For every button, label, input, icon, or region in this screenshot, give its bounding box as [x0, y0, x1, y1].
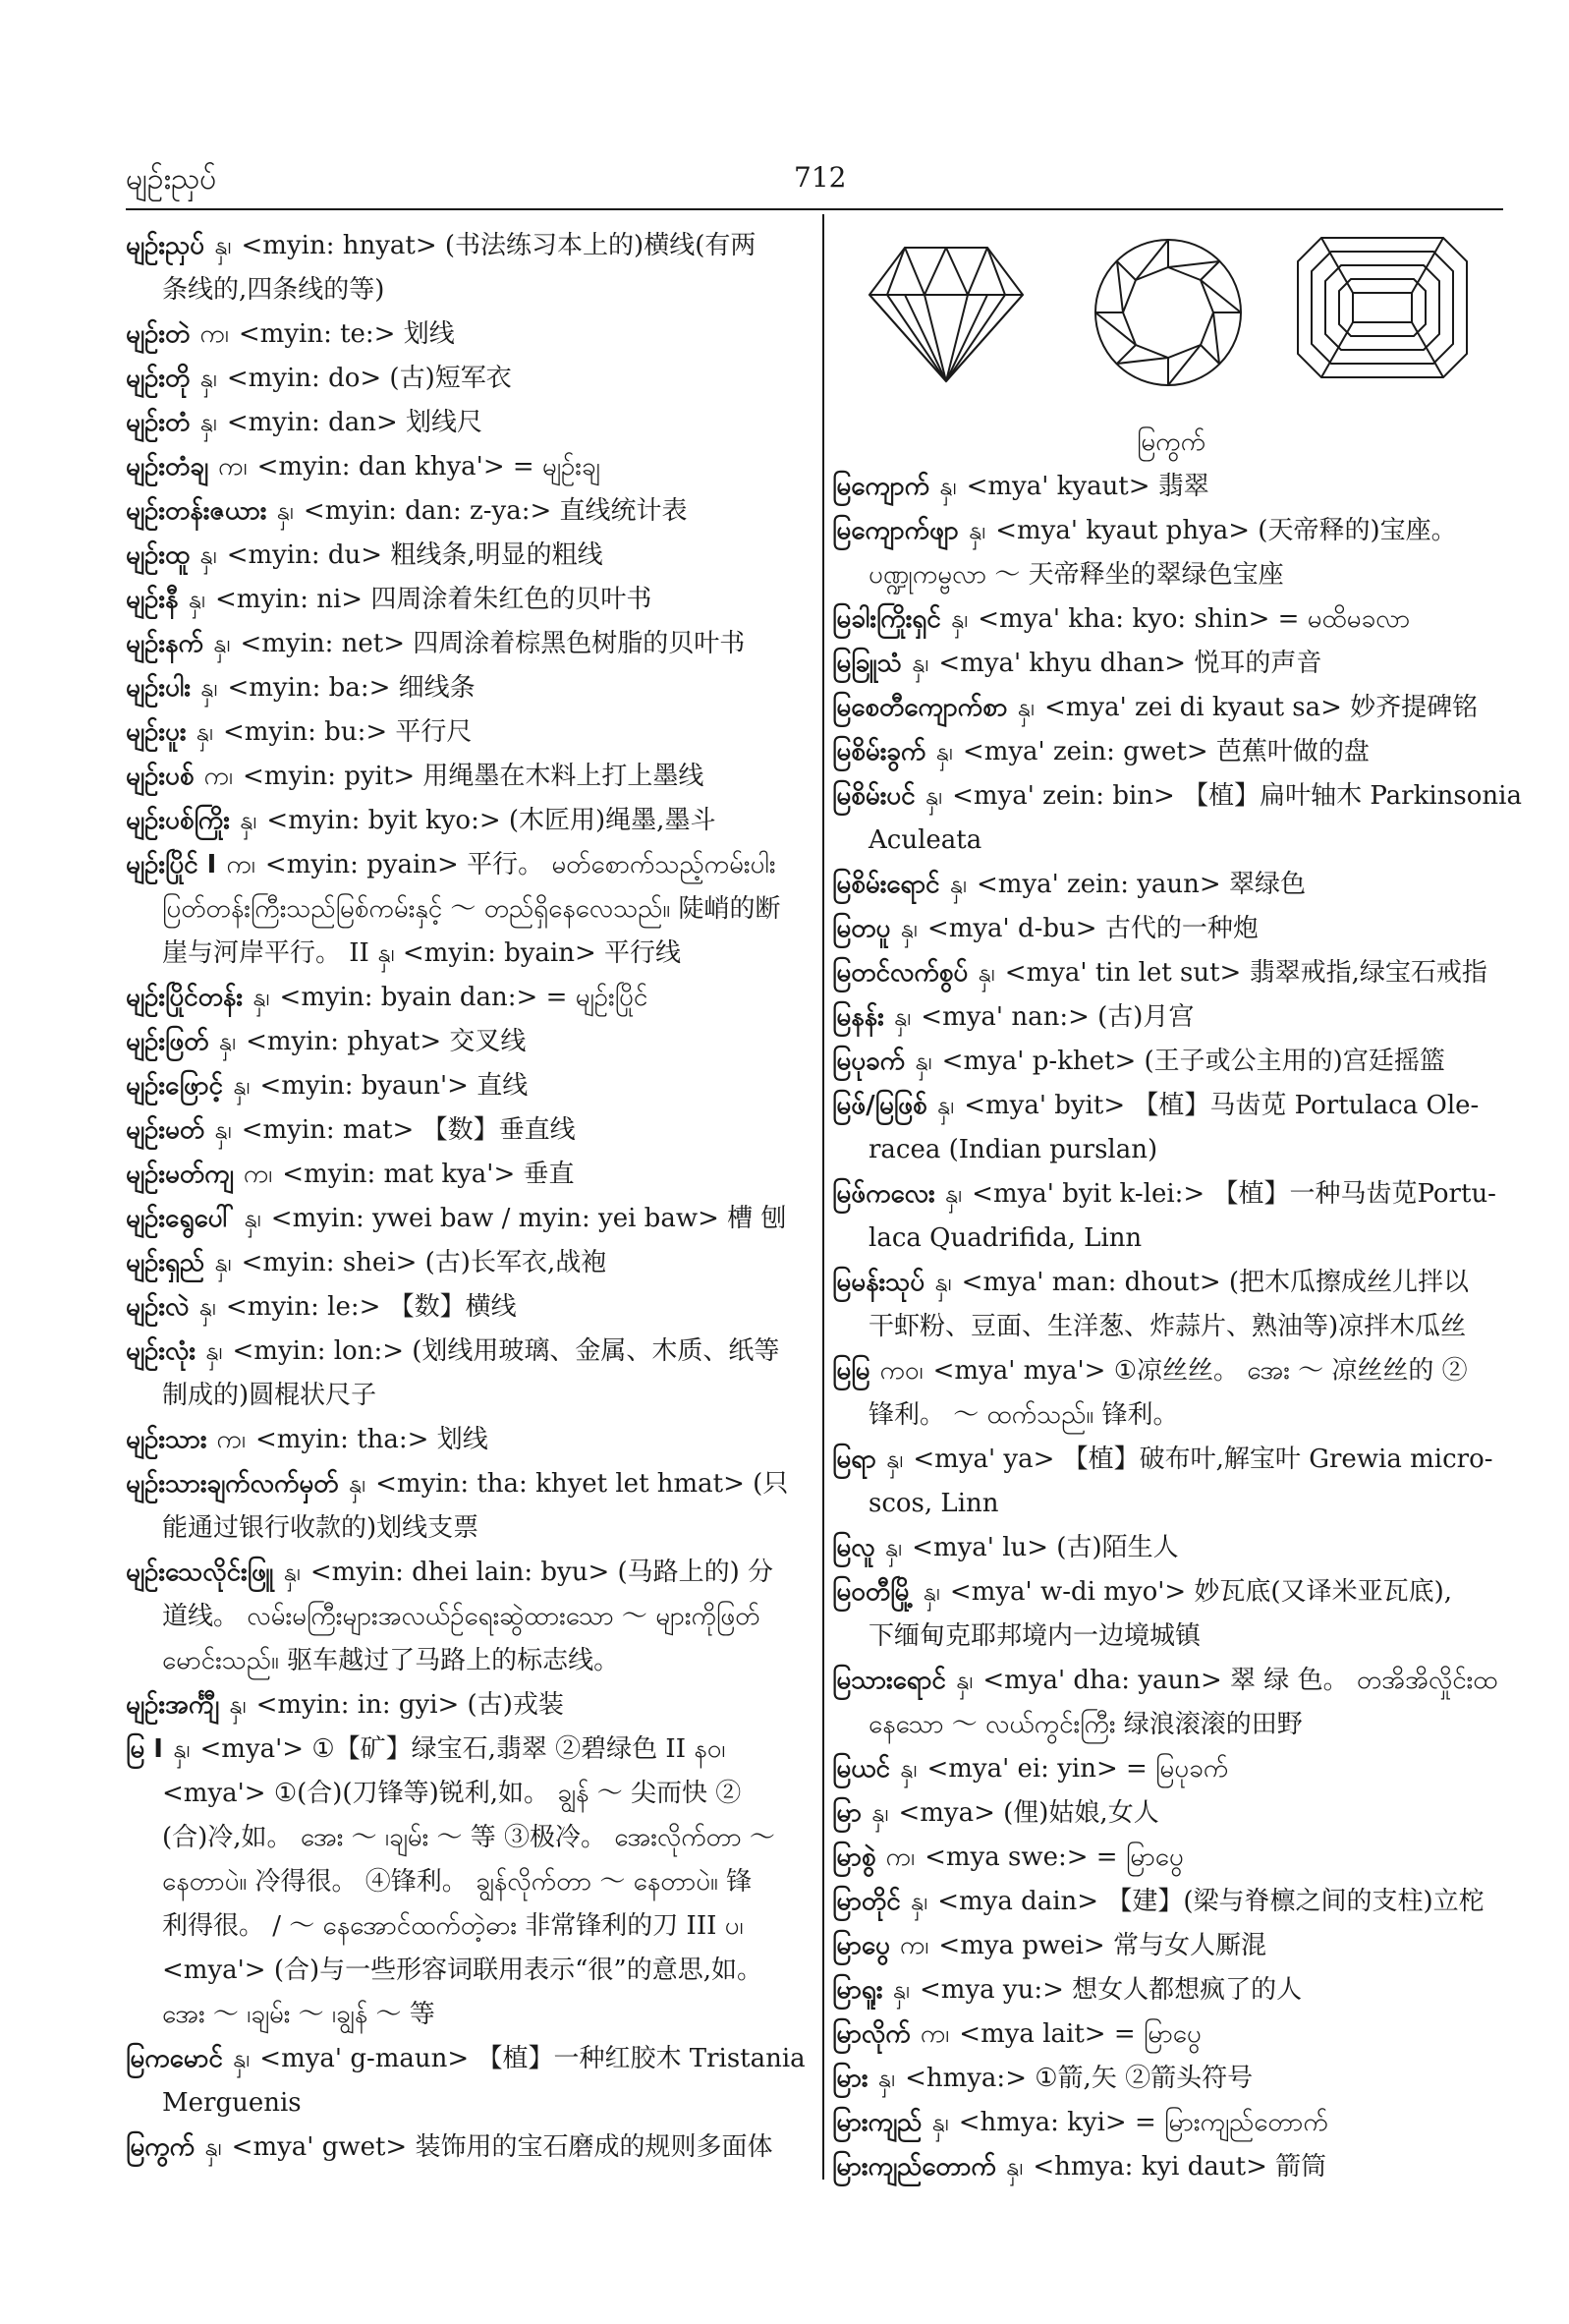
entry-continuation — [126, 268, 806, 312]
entry-headword: မြဖ်/မြဖြစ် — [832, 1091, 927, 1120]
entry-part-of-speech: နှ၊ — [944, 1179, 963, 1209]
entry-part-of-speech: နှ၊ — [199, 364, 217, 393]
entry-definition: <mya' ei: yin> = မြပုခက် — [926, 1754, 1229, 1784]
entry-headword: မျဉ်းပစ်ကြိုး — [126, 806, 230, 835]
entry-headword: မြတင်လက်စွပ် — [832, 958, 969, 988]
entry-continuation-text: နေတာပဲ။ 冷得很。 ④锋利。 ချွန်လိုက်တာ ～ နေတာပဲ။ 锋 — [162, 1867, 753, 1897]
dictionary-entry — [832, 1968, 1510, 2012]
figure-caption: မြကွက် — [1136, 427, 1206, 457]
entry-continuation-text: 利得很。 / ～ နေအောင်ထက်တဲ့ဓား 非常锋利的刀 III ပ၊ — [162, 1911, 744, 1941]
entry-part-of-speech: နှ၊ — [348, 1469, 366, 1499]
dictionary-entry — [126, 1197, 806, 1241]
entry-headword: မြကမောင် — [126, 2044, 223, 2073]
entry-headword: မြကျောက် — [832, 472, 930, 501]
entry-continuation — [832, 819, 1510, 863]
running-head: မျဉ်းညှပ် — [126, 162, 217, 197]
dictionary-entry — [126, 534, 806, 578]
dictionary-entry — [126, 1064, 806, 1108]
entry-definition: <myin: dhei lain: byu> (马路上的) 分 — [309, 1558, 774, 1587]
dictionary-entry — [126, 1462, 806, 1506]
entry-headword: မျဉ်းညှပ် — [126, 231, 204, 260]
entry-headword: မြလူ — [832, 1533, 875, 1562]
dictionary-entry — [832, 1659, 1510, 1703]
entry-part-of-speech: နှ၊ — [968, 516, 986, 545]
entry-continuation-text: laca Quadrifida, Linn — [869, 1223, 1143, 1253]
dictionary-entry — [126, 401, 806, 445]
entry-continuation — [832, 1393, 1510, 1438]
dictionary-entry — [126, 224, 806, 268]
entry-part-of-speech: က၊ — [216, 1425, 246, 1454]
entry-continuation-text: (合)冷,如。 အေး ～ ၊ချမ်း ～ 等 ③极冷。 အေးလိုက်တာ ～ — [162, 1823, 775, 1852]
entry-continuation — [832, 1703, 1510, 1747]
entry-continuation-text: racea (Indian purslan) — [869, 1135, 1158, 1164]
entry-definition: <myin: hnyat> (书法练习本上的)横线(有两 — [241, 231, 756, 260]
entry-headword: မျဉ်းတဲ — [126, 319, 191, 349]
entry-part-of-speech: က၊ — [920, 2019, 950, 2049]
dictionary-entry — [126, 1728, 806, 1772]
dictionary-entry — [832, 1791, 1510, 1836]
dictionary-entry — [832, 774, 1522, 819]
dictionary-entry — [832, 465, 1510, 509]
dictionary-entry — [832, 1084, 1510, 1128]
dictionary-entry — [832, 730, 1510, 774]
entry-definition: <myin: te:> 划线 — [238, 319, 455, 349]
entry-headword: မြာရူး — [832, 1975, 883, 2005]
entry-headword: မြကျောက်ဖျာ — [832, 516, 959, 545]
entry-headword: မျဉ်းနက် — [126, 629, 203, 658]
entry-definition: <myin: mat> 【数】垂直线 — [241, 1115, 576, 1145]
entry-headword: မြာတိုင် — [832, 1887, 901, 1916]
entry-part-of-speech: နှ၊ — [911, 649, 929, 678]
entry-definition: <myin: bu:> 平行尺 — [222, 717, 473, 747]
entry-definition: <mya' kha: kyo: shin> = မထိမခလာ — [978, 604, 1411, 634]
entry-part-of-speech: နှ၊ — [915, 1047, 932, 1076]
dictionary-entry — [832, 1924, 1510, 1968]
entry-definition: <mya' w-di myo'> 妙瓦底(又译米亚瓦底), — [949, 1577, 1452, 1607]
entry-part-of-speech: နှ၊ — [204, 1336, 223, 1366]
entry-headword: မျဉ်းသေလိုင်းဖြူ — [126, 1558, 274, 1587]
entry-continuation-text: scos, Linn — [869, 1489, 999, 1518]
entry-part-of-speech: နှ၊ — [213, 231, 232, 260]
entry-part-of-speech: နှ၊ — [218, 1027, 237, 1056]
entry-continuation-text: <mya'> (合)与一些形容词联用表示“很”的意思,如。 — [162, 1956, 762, 1985]
entry-definition: <mya' zein: gwet> 芭蕉叶做的盘 — [962, 737, 1370, 766]
dictionary-entry — [832, 1438, 1510, 1482]
entry-continuation-text: Aculeata — [869, 825, 982, 855]
dictionary-entry — [126, 1108, 806, 1153]
dictionary-entry — [832, 1172, 1510, 1217]
entry-part-of-speech: က၊ — [199, 319, 229, 349]
entry-headword: မျဉ်းအင်္ကျီ — [126, 1690, 220, 1720]
dictionary-entry — [126, 1285, 806, 1330]
dictionary-entry — [126, 843, 806, 887]
entry-definition: <mya' d-bu> 古代的一种炮 — [926, 914, 1259, 943]
entry-headword: မျဉ်းသားချက်လက်မှတ် — [126, 1469, 339, 1499]
entry-part-of-speech: နှ၊ — [212, 629, 231, 658]
entry-headword: မျဉ်းပြိုင် I — [126, 850, 217, 879]
entry-part-of-speech: နှ၊ — [939, 472, 957, 501]
entry-part-of-speech: ကဝ၊ — [879, 1356, 924, 1386]
entry-continuation-text: 干虾粉、豆面、生洋葱、炸蒜片、熟油等)凉拌木瓜丝 — [869, 1312, 1467, 1341]
dictionary-entry — [832, 509, 1510, 553]
entry-definition: <myin: du> 粗线条,明显的粗线 — [226, 540, 603, 570]
gem-brilliant-side-illustration — [866, 234, 1027, 391]
entry-definition: <mya'> ①【矿】绿宝石,翡翠 ②碧绿色 II နဝ၊ — [199, 1734, 726, 1764]
dictionary-entry — [126, 976, 806, 1020]
entry-part-of-speech: နှ၊ — [214, 1248, 232, 1277]
entry-continuation — [126, 1993, 806, 2037]
entry-continuation-text: 道线。 လမ်းမကြီးများအလယ်ဉ်ရေးဆွဲထားသော ～ များကိုဖြတ် — [162, 1602, 760, 1631]
dictionary-entry — [126, 1241, 806, 1285]
entry-definition: <mya' nan:> (古)月宫 — [921, 1002, 1195, 1032]
entry-continuation-text: 制成的)圆棍状尺子 — [162, 1381, 377, 1410]
entry-definition: <mya' zei di kyaut sa> 妙齐提碑铭 — [1043, 693, 1479, 722]
dictionary-entry — [126, 666, 806, 710]
entry-definition: <mya> (俚)姑娘,女人 — [898, 1798, 1159, 1828]
dictionary-entry — [832, 2145, 1510, 2189]
entry-headword: မျဉ်းပါး — [126, 673, 191, 703]
page-number: 712 — [794, 161, 847, 194]
dictionary-entry — [126, 1683, 806, 1728]
column-divider — [822, 214, 824, 2180]
entry-part-of-speech: နှ၊ — [198, 1292, 216, 1322]
entry-part-of-speech: နှ၊ — [244, 1204, 261, 1233]
entry-continuation-text: 能通过银行收款的)划线支票 — [162, 1513, 479, 1543]
entry-definition: <mya' p-khet> (王子或公主用的)宫廷摇篮 — [941, 1047, 1445, 1076]
entry-continuation — [832, 1305, 1510, 1349]
dictionary-entry — [126, 1418, 806, 1462]
entry-continuation — [832, 1482, 1510, 1526]
entry-definition: <hmya: kyi daut> 箭筒 — [1033, 2152, 1327, 2182]
entry-headword: မျဉ်းတံချ — [126, 452, 209, 482]
entry-headword: မျဉ်းပြိုင်တန်း — [126, 983, 243, 1012]
entry-part-of-speech: နှ၊ — [884, 1533, 903, 1562]
entry-definition: <myin: dan: z-ya:> 直线统计表 — [303, 496, 688, 526]
entry-definition: <myin: byain dan:> = မျဉ်းပြိုင် — [279, 983, 648, 1012]
entry-continuation — [832, 1217, 1510, 1261]
entry-definition: <mya' g-maun> 【植】一种红胶木 Tristania — [259, 2044, 806, 2073]
entry-definition: <mya dain> 【建】(梁与脊檩之间的支柱)立柁 — [937, 1887, 1485, 1916]
entry-headword: မြား — [832, 2064, 869, 2093]
entry-definition: <myin: phyat> 交叉线 — [246, 1027, 527, 1056]
entry-headword: မျဉ်းရှည် — [126, 1248, 205, 1277]
dictionary-entry — [832, 863, 1510, 907]
entry-part-of-speech: နှ၊ — [950, 604, 969, 634]
entry-part-of-speech: က၊ — [243, 1160, 273, 1189]
entry-part-of-speech: နှ၊ — [199, 408, 217, 437]
entry-part-of-speech: နှ၊ — [934, 1268, 952, 1297]
dictionary-entry — [832, 597, 1510, 642]
entry-continuation-text: ပဏ္ဍုကမ္ဗလာ ～ 天帝释坐的翠绿色宝座 — [869, 560, 1284, 590]
entry-continuation-text: 下缅甸克耶邦境内一边境城镇 — [869, 1621, 1202, 1651]
header-rule — [126, 208, 1503, 210]
entry-definition: <mya lait> = မြာပွေ — [959, 2019, 1202, 2049]
entry-part-of-speech: နှ၊ — [935, 737, 953, 766]
dictionary-entry — [126, 1153, 806, 1197]
entry-definition: <myin: ywei baw / myin: yei baw> 槽 刨 — [270, 1204, 787, 1233]
left-column — [126, 224, 806, 2170]
entry-part-of-speech: နှ၊ — [276, 496, 294, 526]
entry-definition: <mya' mya'> ①凉丝丝。 အေး ～ 凉丝丝的 ② — [932, 1356, 1468, 1386]
entry-headword: မျဉ်းမတ်ကျ — [126, 1160, 234, 1189]
entry-part-of-speech: နှ၊ — [232, 2044, 251, 2073]
gem-cut-figure — [832, 224, 1510, 421]
entry-part-of-speech: နှ၊ — [199, 540, 217, 570]
entry-part-of-speech: က၊ — [218, 452, 248, 482]
entry-headword: မျဉ်းပူး — [126, 717, 187, 747]
entry-headword: မျဉ်းသား — [126, 1425, 207, 1454]
entry-headword: မြပုခက် — [832, 1047, 906, 1076]
dictionary-entry — [832, 1836, 1510, 1880]
dictionary-entry — [126, 710, 806, 755]
dictionary-entry — [832, 1880, 1510, 1924]
entry-headword: မြစိမ်းရောင် — [832, 870, 940, 899]
entry-definition: <mya yu:> 想女人都想疯了的人 — [920, 1975, 1303, 2005]
entry-continuation-text: 条线的,四条线的等) — [162, 275, 385, 305]
entry-continuation — [126, 2081, 806, 2126]
entry-definition: <mya pwei> 常与女人厮混 — [938, 1931, 1266, 1960]
entry-headword: မျဉ်းဖြတ် — [126, 1027, 209, 1056]
dictionary-entry — [126, 357, 806, 401]
entry-part-of-speech: နှ၊ — [204, 2132, 222, 2162]
entry-definition: <mya swe:> = မြာပွေ — [925, 1842, 1184, 1872]
entry-headword: မြခြူသံ — [832, 649, 902, 678]
entry-part-of-speech: နှ၊ — [188, 585, 205, 614]
entry-headword: မျဉ်းရွေပေါ် — [126, 1204, 235, 1233]
dictionary-entry — [126, 622, 806, 666]
entry-definition: <myin: pyit> 用绳墨在木料上打上墨线 — [243, 762, 704, 791]
entry-headword: မျဉ်းလဲ — [126, 1292, 190, 1322]
entry-continuation — [126, 1506, 806, 1551]
entry-continuation — [832, 553, 1510, 597]
gem-emerald-cut-illustration — [1294, 234, 1471, 381]
dictionary-entry — [126, 1020, 806, 1064]
entry-definition: <myin: do> (古)短军衣 — [226, 364, 512, 393]
entry-definition: <mya' tin let sut> 翡翠戒指,绿宝石戒指 — [1004, 958, 1487, 988]
dictionary-entry — [832, 1261, 1510, 1305]
dictionary-entry — [832, 2101, 1510, 2145]
entry-part-of-speech: နှ၊ — [949, 870, 968, 899]
entry-part-of-speech: နှ၊ — [910, 1887, 928, 1916]
entry-headword: မြစိမ်းပင် — [832, 781, 916, 811]
entry-part-of-speech: နှ၊ — [196, 717, 213, 747]
entry-headword: မြဖ်ကလေး — [832, 1179, 935, 1209]
entry-definition: <mya' dha: yaun> 翠 绿 色。 တအိအိလှိုင်းထ — [982, 1666, 1498, 1695]
entry-continuation — [832, 1615, 1510, 1659]
entry-part-of-speech: က၊ — [899, 1931, 929, 1960]
entry-definition: <mya' ya> 【植】破布叶,解宝叶 Grewia micro- — [913, 1445, 1493, 1474]
entry-headword: မျဉ်းတို — [126, 364, 191, 393]
dictionary-entry — [832, 907, 1510, 951]
dictionary-entry — [832, 1747, 1510, 1791]
entry-continuation — [126, 1904, 806, 1949]
entry-part-of-speech: နှ၊ — [1005, 2152, 1024, 2182]
entry-headword: မျဉ်းတန်းဇယား — [126, 496, 267, 526]
entry-continuation-text: 崖与河岸平行。 II နှ၊ <myin: byain> 平行线 — [162, 938, 682, 968]
entry-part-of-speech: နှ၊ — [877, 2064, 896, 2093]
entry-part-of-speech: နှ၊ — [870, 1798, 889, 1828]
entry-headword: မြဝတီမြို့ — [832, 1577, 914, 1607]
entry-continuation — [126, 932, 806, 976]
entry-headword: မြသားရောင် — [832, 1666, 946, 1695]
entry-definition: <myin: mat kya'> 垂直 — [282, 1160, 575, 1189]
dictionary-entry — [126, 578, 806, 622]
entry-definition: <myin: pyain> 平行。 မတ်စောက်သည့်ကမ်းပါး — [264, 850, 776, 879]
entry-part-of-speech: က၊ — [203, 762, 234, 791]
entry-definition: <myin: le:> 【数】横线 — [225, 1292, 517, 1322]
entry-headword: မျဉ်းနီ — [126, 585, 179, 614]
entry-definition: <mya' zein: bin> 【植】扁叶轴木 Parkinsonia — [952, 781, 1522, 811]
right-entries — [832, 465, 1522, 2189]
entry-part-of-speech: နှ၊ — [936, 1091, 955, 1120]
entry-continuation-text: နေသော ～ လယ်ကွင်းကြီး 绿浪滚滚的田野 — [869, 1710, 1303, 1739]
entry-part-of-speech: နှ၊ — [893, 1002, 912, 1032]
dictionary-entry — [126, 755, 806, 799]
entry-definition: <mya' kyaut> 翡翠 — [966, 472, 1209, 501]
entry-headword: မြရာ — [832, 1445, 876, 1474]
gem-round-top-illustration — [1090, 234, 1247, 391]
dictionary-entry — [126, 2037, 806, 2081]
dictionary-entry — [832, 2057, 1510, 2101]
entry-headword: မြာပွေ — [832, 1931, 890, 1960]
entry-part-of-speech: နှ၊ — [923, 1577, 940, 1607]
entry-part-of-speech: နှ၊ — [931, 2108, 949, 2137]
entry-headword: မြမြ — [832, 1356, 870, 1386]
dictionary-entry — [832, 2012, 1510, 2057]
entry-definition: <myin: dan> 划线尺 — [226, 408, 483, 437]
entry-headword: မြားကျည် — [832, 2108, 923, 2137]
entry-headword: မျဉ်းမတ် — [126, 1115, 205, 1145]
entry-part-of-speech: နှ၊ — [1017, 693, 1035, 722]
entry-continuation-text: မောင်းသည်။ 驱车越过了马路上的标志线。 — [162, 1646, 620, 1675]
entry-part-of-speech: နှ၊ — [229, 1690, 247, 1720]
entry-continuation-text: ပြတ်တန်းကြီးသည်မြစ်ကမ်းနှင့် ～ တည်ရှိနေလေသည်။ 陡峭的断 — [162, 894, 781, 924]
entry-headword: မြကွက် — [126, 2132, 196, 2162]
dictionary-entry — [832, 995, 1510, 1040]
entry-definition: <myin: lon:> (划线用玻璃、金属、木质、纸等 — [232, 1336, 780, 1366]
entry-part-of-speech: နှ၊ — [283, 1558, 301, 1587]
dictionary-entry — [832, 1349, 1510, 1393]
entry-definition: <myin: ba:> 细线条 — [227, 673, 476, 703]
entry-headword: မြစိမ်းခွက် — [832, 737, 926, 766]
entry-definition: <hmya: kyi> = မြားကျည်တောက် — [958, 2108, 1328, 2137]
entry-continuation-text: အေး ～ ၊ချမ်း ～ ၊ချွန် ～ 等 — [162, 2000, 435, 2029]
entry-continuation-text: 锋利。 ～ ထက်သည်။ 锋利。 — [869, 1400, 1179, 1430]
entry-part-of-speech: နှ၊ — [900, 914, 918, 943]
entry-part-of-speech: နှ၊ — [955, 1666, 974, 1695]
entry-definition: <mya' byit> 【植】马齿苋 Portulaca Ole- — [964, 1091, 1480, 1120]
entry-part-of-speech: နှ၊ — [925, 781, 943, 811]
dictionary-entry — [832, 951, 1510, 995]
entry-part-of-speech: နှ၊ — [885, 1445, 904, 1474]
dictionary-entry — [832, 642, 1510, 686]
entry-definition: <myin: ni> 四周涂着朱红色的贝叶书 — [215, 585, 652, 614]
entry-part-of-speech: နှ၊ — [252, 983, 270, 1012]
dictionary-entry — [126, 312, 806, 357]
dictionary-entry — [832, 1570, 1510, 1615]
entry-headword: မြစေတီကျောက်စာ — [832, 693, 1008, 722]
entry-headword: မြနန်း — [832, 1002, 884, 1032]
entry-continuation — [832, 1128, 1510, 1172]
entry-definition: <mya' zein: yaun> 翠绿色 — [977, 870, 1306, 899]
entry-definition: <mya' kyaut phya> (天帝释的)宝座。 — [995, 516, 1457, 545]
entry-continuation — [126, 1595, 806, 1639]
entry-continuation — [126, 1816, 806, 1860]
entry-part-of-speech: နှ၊ — [199, 673, 218, 703]
entry-definition: <myin: shei> (古)长军衣,战袍 — [241, 1248, 607, 1277]
right-column — [832, 224, 1522, 2189]
entry-part-of-speech: နှ၊ — [978, 958, 995, 988]
entry-continuation — [126, 1772, 806, 1816]
dictionary-entry — [126, 799, 806, 843]
entry-headword: မြာလိုက် — [832, 2019, 911, 2049]
dictionary-entry — [126, 1330, 806, 1374]
entry-definition: <mya' man: dhout> (把木瓜擦成丝儿拌以 — [961, 1268, 1470, 1297]
entry-part-of-speech: က၊ — [226, 850, 255, 879]
dictionary-entry — [126, 489, 806, 534]
dictionary-entry — [832, 686, 1510, 730]
entry-definition: <myin: byit kyo:> (木匠用)绳墨,墨斗 — [266, 806, 716, 835]
entry-continuation-text: <mya'> ①(合)(刀锋等)锐利,如。 ချွန် ～ 尖而快 ② — [162, 1779, 742, 1808]
entry-headword: မြမန်းသုပ် — [832, 1268, 925, 1297]
dictionary-entry — [126, 1551, 806, 1595]
entry-continuation — [126, 1374, 806, 1418]
entry-definition: <myin: byaun'> 直线 — [259, 1071, 529, 1101]
entry-headword: မြာ — [832, 1798, 862, 1828]
entry-part-of-speech: နှ၊ — [232, 1071, 251, 1101]
entry-headword: မြခါးကြိုးရှင် — [832, 604, 941, 634]
entry-headword: မြ I — [126, 1734, 163, 1764]
entry-part-of-speech: နှ၊ — [899, 1754, 918, 1784]
entry-headword: မျဉ်းဖြောင့် — [126, 1071, 223, 1101]
entry-headword: မြာစွဲ — [832, 1842, 876, 1872]
entry-part-of-speech: နှ၊ — [892, 1975, 910, 2005]
entry-definition: <myin: net> 四周涂着棕黑色树脂的贝叶书 — [240, 629, 746, 658]
entry-part-of-speech: နှ၊ — [239, 806, 257, 835]
entry-part-of-speech: က၊ — [885, 1842, 916, 1872]
dictionary-entry — [126, 445, 806, 489]
entry-headword: မြယင် — [832, 1754, 890, 1784]
entry-definition: <myin: tha:> 划线 — [254, 1425, 488, 1454]
entry-headword: မျဉ်းပစ် — [126, 762, 195, 791]
entry-definition: <hmya:> ①箭,矢 ②箭头符号 — [905, 2064, 1254, 2093]
entry-continuation — [126, 1949, 806, 1993]
entry-headword: မျဉ်းတံ — [126, 408, 191, 437]
entry-definition: <mya' lu> (古)陌生人 — [912, 1533, 1179, 1562]
dictionary-entry — [832, 1040, 1510, 1084]
entry-part-of-speech: နှ၊ — [214, 1115, 232, 1145]
entry-definition: <myin: dan khya'> = မျဉ်းချ — [256, 452, 600, 482]
dictionary-entry — [832, 1526, 1510, 1570]
entry-continuation — [126, 1639, 806, 1683]
dictionary-entry — [126, 2126, 806, 2170]
entry-continuation — [126, 887, 806, 932]
entry-part-of-speech: နှ၊ — [172, 1734, 191, 1764]
entry-definition: <myin: tha: khyet let hmat> (只 — [375, 1469, 789, 1499]
entry-headword: မြားကျည်တောက် — [832, 2152, 996, 2182]
entry-definition: <mya' byit k-lei:> 【植】一种马齿苋Portu- — [972, 1179, 1496, 1209]
entry-headword: မျဉ်းထူ — [126, 540, 191, 570]
entry-definition: <mya' khyu dhan> 悦耳的声音 — [938, 649, 1322, 678]
entry-headword: မျဉ်းလုံး — [126, 1336, 196, 1366]
entry-headword: မြတပူ — [832, 914, 891, 943]
entry-definition: <myin: in: gyi> (古)戎装 — [255, 1690, 564, 1720]
entry-continuation — [126, 1860, 806, 1904]
entry-definition: <mya' gwet> 装饰用的宝石磨成的规则多面体 — [231, 2132, 773, 2162]
entry-continuation-text: Merguenis — [162, 2088, 302, 2118]
